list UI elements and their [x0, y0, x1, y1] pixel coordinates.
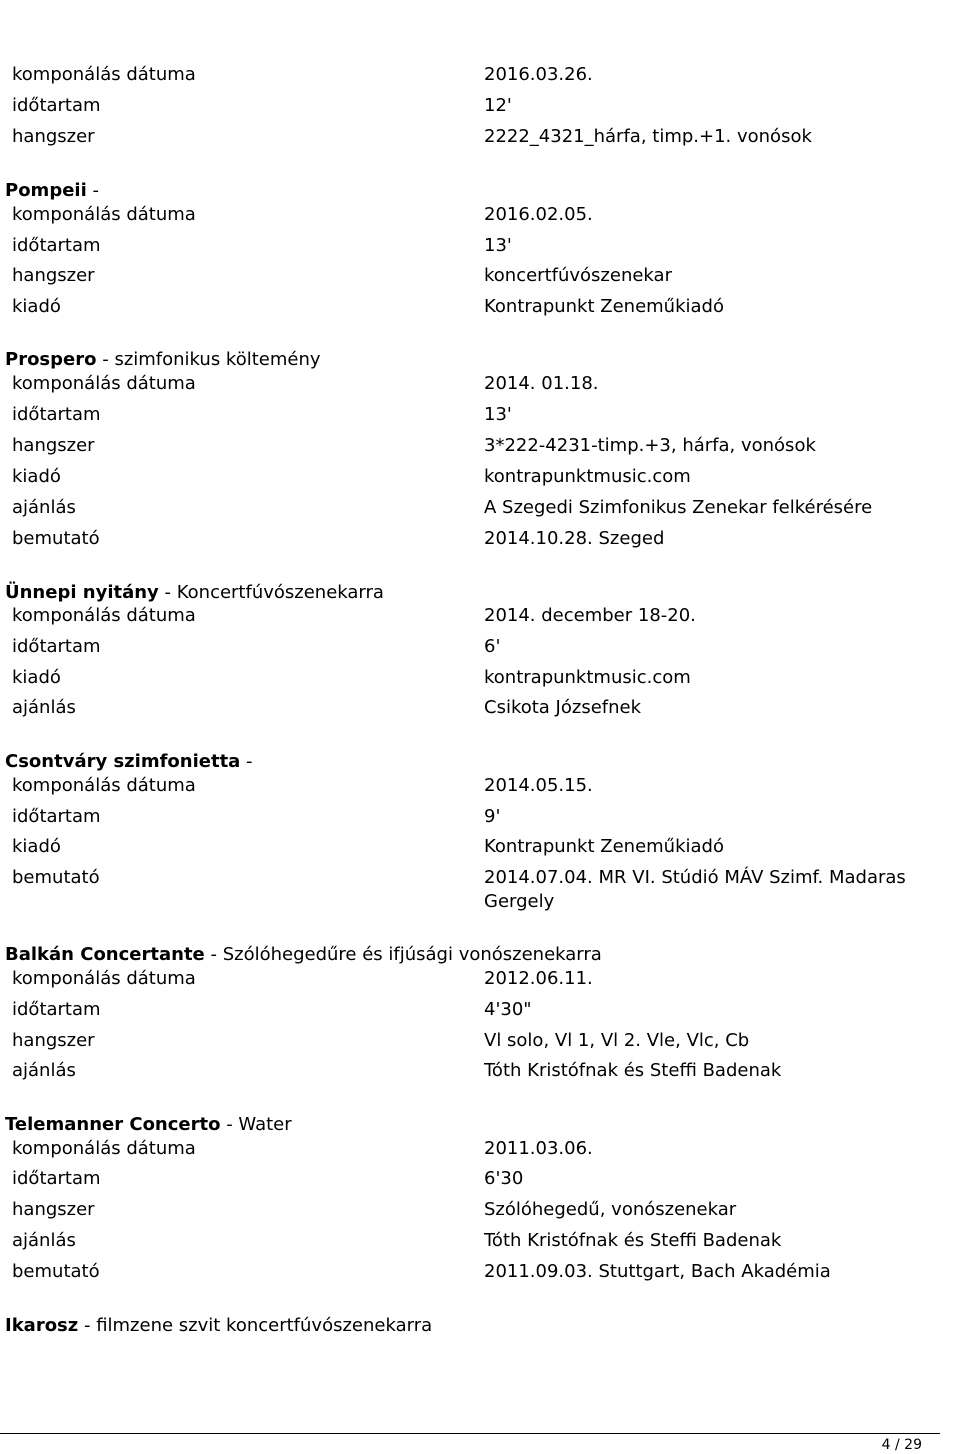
- field-label: időtartam: [12, 404, 101, 425]
- field-value: kontrapunktmusic.com: [484, 466, 691, 487]
- field-row: [12, 1198, 942, 1222]
- field-label: komponálás dátuma: [12, 373, 196, 394]
- field-label: ajánlás: [12, 697, 76, 718]
- entry-title: Prospero: [5, 349, 97, 370]
- entry-title: Csontváry szimfonietta: [5, 751, 241, 772]
- field-value: 13': [484, 235, 512, 256]
- field-label: időtartam: [12, 999, 101, 1020]
- field-value: 2014. 01.18.: [484, 373, 599, 394]
- field-value: Kontrapunkt Zeneműkiadó: [484, 836, 724, 857]
- field-row: [12, 203, 942, 227]
- field-value: 12': [484, 95, 512, 116]
- field-value: Tóth Kristófnak és Steffi Badenak: [484, 1060, 782, 1081]
- field-label: bemutató: [12, 867, 100, 888]
- field-value: 13': [484, 404, 512, 425]
- field-value: A Szegedi Szimfonikus Zenekar felkérésére: [484, 497, 873, 518]
- field-label: időtartam: [12, 636, 101, 657]
- field-row: [12, 125, 942, 149]
- field-label: ajánlás: [12, 497, 76, 518]
- field-row: [12, 805, 942, 829]
- field-row: [12, 496, 942, 520]
- field-value: 9': [484, 806, 501, 827]
- page-number: 4 / 29: [881, 1437, 922, 1453]
- field-row: [12, 696, 942, 720]
- field-row: [12, 1229, 942, 1253]
- field-label: hangszer: [12, 265, 95, 286]
- footer-divider: [0, 1433, 940, 1434]
- field-value: 6'30: [484, 1168, 524, 1189]
- field-label: időtartam: [12, 806, 101, 827]
- field-value: 2011.09.03. Stuttgart, Bach Akadémia: [484, 1261, 831, 1282]
- field-row: [12, 527, 942, 551]
- field-label: komponálás dátuma: [12, 204, 196, 225]
- entry-subtitle: -: [86, 180, 99, 201]
- field-label: komponálás dátuma: [12, 605, 196, 626]
- field-label: komponálás dátuma: [12, 775, 196, 796]
- field-row: [12, 94, 942, 118]
- field-label: kiadó: [12, 466, 61, 487]
- field-label: időtartam: [12, 1168, 101, 1189]
- field-value: kontrapunktmusic.com: [484, 667, 691, 688]
- entry-heading: [5, 348, 321, 372]
- field-value: Csikota Józsefnek: [484, 697, 642, 718]
- field-value: 2014. december 18-20.: [484, 605, 696, 626]
- field-row: [12, 1059, 942, 1083]
- field-label: bemutató: [12, 1261, 100, 1282]
- entry-heading: [5, 581, 384, 605]
- entry-subtitle: - szimfonikus költemény: [96, 349, 321, 370]
- field-row: [12, 264, 942, 288]
- entry-title: Telemanner Concerto: [5, 1114, 221, 1135]
- field-value: 2016.03.26.: [484, 64, 593, 85]
- entry-title: Ikarosz: [5, 1315, 79, 1336]
- field-label: ajánlás: [12, 1230, 76, 1251]
- field-value: 4'30": [484, 999, 532, 1020]
- field-value: Kontrapunkt Zeneműkiadó: [484, 296, 724, 317]
- field-row: [12, 1137, 942, 1161]
- field-row: [12, 998, 942, 1022]
- field-value: koncertfúvószenekar: [484, 265, 672, 286]
- field-row: [12, 234, 942, 258]
- field-row: [12, 635, 942, 659]
- field-value: 6': [484, 636, 501, 657]
- field-row: [12, 666, 942, 690]
- entry-heading: [5, 943, 602, 967]
- entry-heading: [5, 1314, 432, 1338]
- field-value: 2222_4321_hárfa, timp.+1. vonósok: [484, 126, 812, 147]
- field-label: komponálás dátuma: [12, 1138, 196, 1159]
- field-value: Tóth Kristófnak és Steffi Badenak: [484, 1230, 782, 1251]
- entry-subtitle: - Water: [220, 1114, 292, 1135]
- entry-heading: [5, 750, 253, 774]
- field-row: [12, 1260, 942, 1284]
- field-value: Szólóhegedű, vonószenekar: [484, 1199, 737, 1220]
- field-row: [12, 835, 942, 859]
- entry-heading: [5, 179, 99, 203]
- field-value: Vl solo, Vl 1, Vl 2. Vle, Vlc, Cb: [484, 1030, 750, 1051]
- field-label: hangszer: [12, 1030, 95, 1051]
- field-row: [12, 967, 942, 991]
- field-label: komponálás dátuma: [12, 968, 196, 989]
- field-label: időtartam: [12, 235, 101, 256]
- field-label: hangszer: [12, 126, 95, 147]
- field-value: 2014.10.28. Szeged: [484, 528, 665, 549]
- entry-subtitle: -: [240, 751, 253, 772]
- field-row: [12, 372, 942, 396]
- field-label: bemutató: [12, 528, 100, 549]
- field-label: időtartam: [12, 95, 101, 116]
- field-row: [12, 604, 942, 628]
- field-row: [12, 403, 942, 427]
- field-row: [12, 1167, 942, 1191]
- field-label: ajánlás: [12, 1060, 76, 1081]
- field-value: 2016.02.05.: [484, 204, 593, 225]
- field-row: [12, 1029, 942, 1053]
- field-value: 2014.07.04. MR VI. Stúdió MÁV Szimf. Madaras Gergely: [484, 867, 906, 912]
- field-value: 2012.06.11.: [484, 968, 593, 989]
- field-row: [12, 295, 942, 319]
- field-row: [12, 434, 942, 458]
- field-row: [12, 774, 942, 798]
- field-label: kiadó: [12, 836, 61, 857]
- entry-subtitle: - Szólóhegedűre és ifjúsági vonószenekarra: [204, 944, 602, 965]
- field-label: kiadó: [12, 296, 61, 317]
- field-value: 2014.05.15.: [484, 775, 593, 796]
- entry-heading: [5, 1113, 292, 1137]
- field-row: [12, 63, 942, 87]
- entry-title: Balkán Concertante: [5, 944, 205, 965]
- entry-title: Ünnepi nyitány: [5, 582, 159, 603]
- field-label: kiadó: [12, 667, 61, 688]
- field-row: [12, 866, 942, 912]
- field-label: hangszer: [12, 1199, 95, 1220]
- field-label: komponálás dátuma: [12, 64, 196, 85]
- entry-subtitle: - filmzene szvit koncertfúvószenekarra: [78, 1315, 433, 1336]
- field-value: 2011.03.06.: [484, 1138, 593, 1159]
- field-row: [12, 465, 942, 489]
- field-value: 3*222-4231-timp.+3, hárfa, vonósok: [484, 435, 816, 456]
- entry-title: Pompeii: [5, 180, 87, 201]
- field-label: hangszer: [12, 435, 95, 456]
- entry-subtitle: - Koncertfúvószenekarra: [158, 582, 384, 603]
